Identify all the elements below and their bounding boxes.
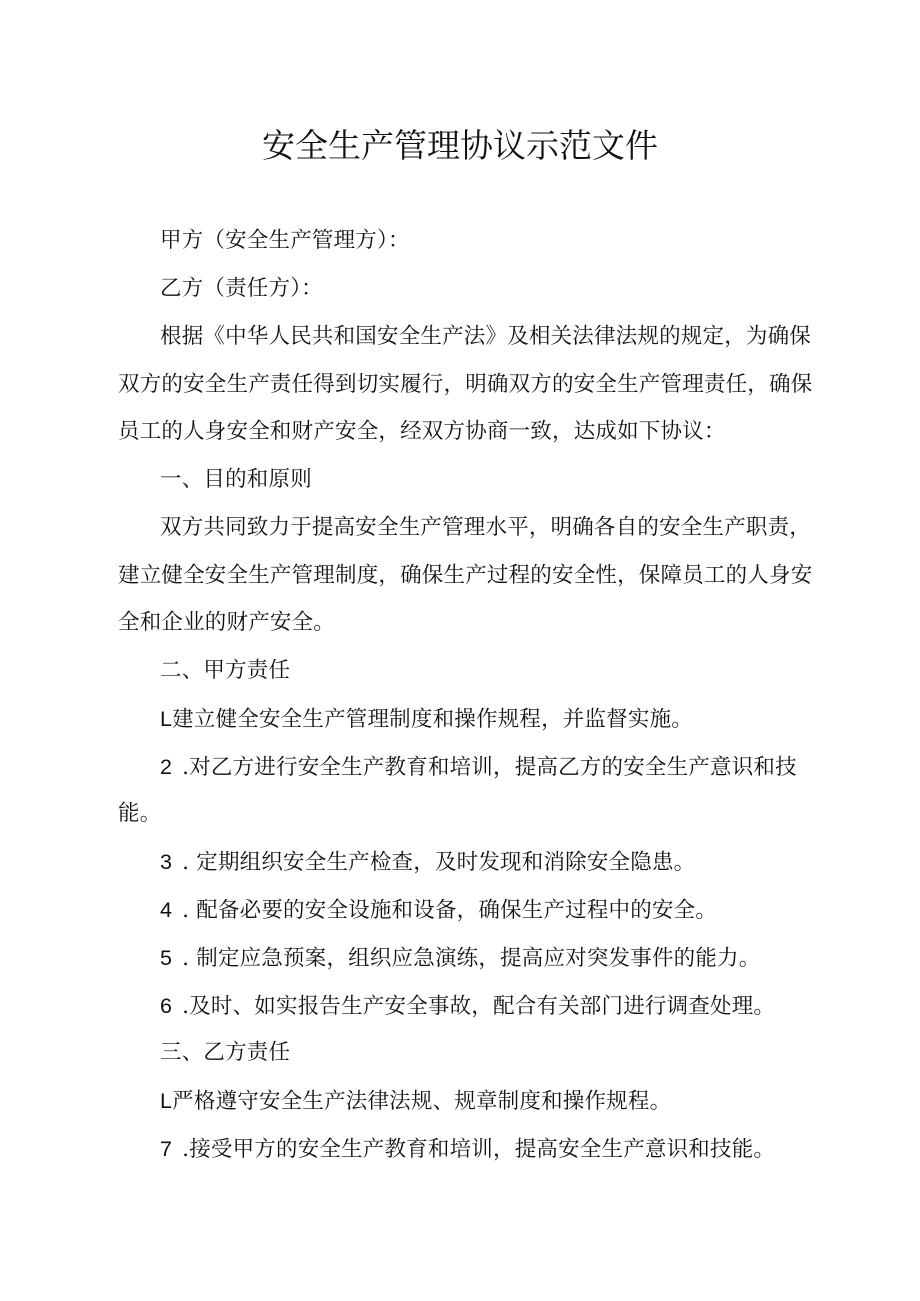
list-item-text: . 制定应急预案，组织应急演练，提高应对突发事件的能力。: [182, 946, 761, 971]
party-a-label: 甲方（安全生产管理方）：: [160, 228, 410, 253]
document-title: 安全生产管理协议示范文件: [262, 126, 658, 165]
list-marker: L: [160, 1089, 173, 1113]
purpose-line-3: 全和企业的财产安全。: [118, 610, 336, 635]
section-heading-party-b: 三、乙方责任: [160, 1040, 291, 1065]
party-a-item-3: [160, 847, 820, 878]
list-number: 7: [160, 1137, 173, 1161]
list-item-text: . 配备必要的安全设施和设备，确保生产过程中的安全。: [182, 898, 718, 923]
list-item-text: . 定期组织安全生产检查，及时发现和消除安全隐患。: [182, 850, 696, 875]
list-marker: L: [160, 707, 173, 731]
party-b-label: 乙方（责任方）：: [160, 276, 323, 301]
party-a-item-2-continued: 能。: [118, 801, 162, 826]
section-heading-party-a: 二、甲方责任: [160, 658, 291, 683]
list-number: 2: [160, 755, 173, 779]
party-a-item-2: [160, 752, 820, 783]
list-item-text: 建立健全安全生产管理制度和操作规程，并监督实施。: [172, 707, 693, 732]
purpose-line-1: 双方共同致力于提高安全生产管理水平，明确各自的安全生产职责，: [160, 515, 812, 540]
list-number: 4: [160, 898, 173, 922]
list-item-text: .接受甲方的安全生产教育和培训，提高安全生产意识和技能。: [182, 1137, 776, 1162]
party-b-item-1: [160, 1086, 820, 1117]
party-a-item-6: [160, 991, 820, 1022]
purpose-line-2: 建立健全安全生产管理制度，确保生产过程的安全性，保障员工的人身安: [118, 563, 813, 588]
list-item-text: .及时、如实报告生产安全事故，配合有关部门进行调查处理。: [182, 994, 776, 1019]
party-a-item-4: [160, 895, 820, 926]
list-item-text: 严格遵守安全生产法律法规、规章制度和操作规程。: [172, 1089, 672, 1114]
list-number: 6: [160, 994, 173, 1018]
party-a-item-5: [160, 943, 820, 974]
intro-line-2: 双方的安全生产责任得到切实履行，明确双方的安全生产管理责任，确保: [118, 372, 813, 397]
intro-line-1: 根据《中华人民共和国安全生产法》及相关法律法规的规定，为确保: [160, 324, 812, 349]
intro-line-3: 员工的人身安全和财产安全，经双方协商一致，达成如下协议：: [118, 419, 726, 444]
list-number: 3: [160, 850, 173, 874]
list-item-text: .对乙方进行安全生产教育和培训，提高乙方的安全生产意识和技: [182, 755, 797, 780]
party-b-item-2: [160, 1134, 820, 1165]
section-heading-purpose: 一、目的和原则: [160, 467, 312, 492]
party-a-item-1: [160, 704, 820, 735]
list-number: 5: [160, 946, 173, 970]
